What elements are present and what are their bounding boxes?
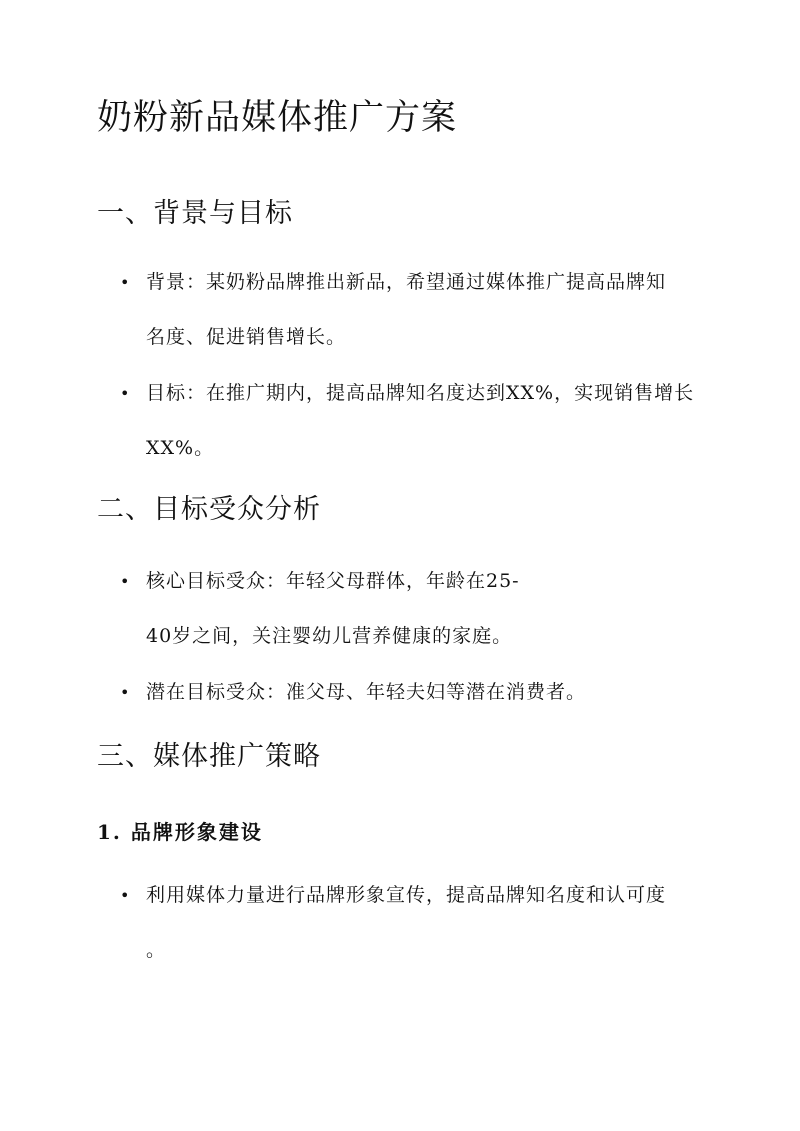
bullet-icon: • bbox=[120, 886, 130, 905]
list-item-text: 目标：在推广期内，提高品牌知名度达到XX%，实现销售增长 bbox=[146, 382, 695, 404]
list-item-text: 核心目标受众：年轻父母群体，年龄在25- bbox=[146, 570, 520, 592]
list-item-text: 潜在目标受众：准父母、年轻夫妇等潜在消费者。 bbox=[146, 681, 587, 703]
document-title: 奶粉新品媒体推广方案 bbox=[97, 98, 458, 138]
list-item-text: 利用媒体力量进行品牌形象宣传，提高品牌知名度和认可度 bbox=[146, 884, 667, 906]
list-item bbox=[120, 554, 710, 664]
list-item bbox=[120, 255, 710, 365]
section-heading-audience: 二、目标受众分析 bbox=[97, 494, 321, 525]
list-item bbox=[120, 868, 710, 978]
section-heading-background: 一、背景与目标 bbox=[97, 198, 293, 229]
bullet-icon: • bbox=[120, 572, 130, 591]
list-item-text: 背景：某奶粉品牌推出新品，希望通过媒体推广提高品牌知 bbox=[146, 271, 667, 293]
section-heading-strategy: 三、媒体推广策略 bbox=[97, 741, 321, 772]
list-item bbox=[120, 665, 710, 720]
list-item-text: 40岁之间，关注婴幼儿营养健康的家庭。 bbox=[146, 625, 513, 647]
list-item-text: XX%。 bbox=[146, 437, 215, 459]
subsection-heading-brand-image: 1. 品牌形象建设 bbox=[97, 820, 263, 844]
list-item-text: 。 bbox=[146, 939, 167, 961]
bullet-icon: • bbox=[120, 273, 130, 292]
list-item bbox=[120, 366, 710, 476]
list-item-text: 名度、促进销售增长。 bbox=[146, 326, 347, 348]
bullet-icon: • bbox=[120, 683, 130, 702]
bullet-icon: • bbox=[120, 384, 130, 403]
